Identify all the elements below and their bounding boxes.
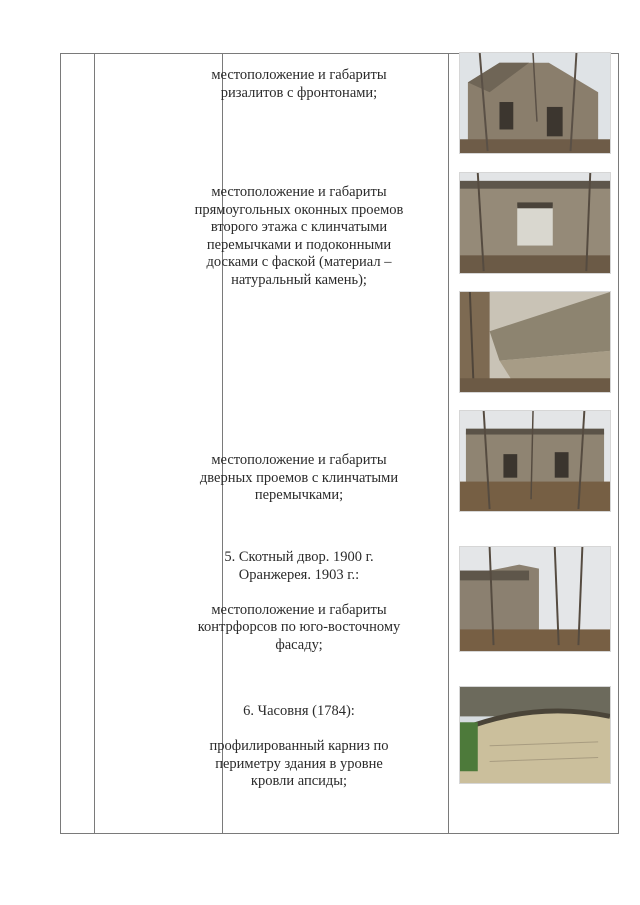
column-divider-1 — [94, 54, 95, 833]
row-2-text: местоположение и габариты прямоугольных оконных проемов второго этажа с клинчатыми перемычками и подоконными досками с фаской (материал – натуральный камень); — [194, 184, 404, 288]
section-heading-6: 6. Часовня (1784): — [243, 703, 355, 719]
photo-cattle-yard — [459, 546, 611, 652]
row-5-text: 6. Часовня (1784): профилированный карниз по периметру здания в уровне кровли апсиды; — [193, 703, 405, 791]
row-3-text: местоположение и габариты дверных проемов с клинчатыми перемычками; — [199, 452, 399, 503]
photo-sill-detail — [459, 291, 611, 393]
section-heading-5: 5. Скотный двор. 1900 г. Оранжерея. 1903 г.: — [224, 549, 374, 583]
row-1-text: местоположение и габариты ризалитов с фронтонами; — [211, 67, 387, 101]
row-4-text: 5. Скотный двор. 1900 г. Оранжерея. 1903 г.: местоположение и габариты контрфорсов по юго-восточному фасаду; — [193, 549, 405, 654]
photo-ruined-gables — [459, 52, 611, 154]
photo-wall-doors — [459, 410, 611, 512]
column-divider-3 — [448, 54, 449, 833]
photo-chapel-apse — [459, 686, 611, 784]
photo-wall-window — [459, 172, 611, 274]
